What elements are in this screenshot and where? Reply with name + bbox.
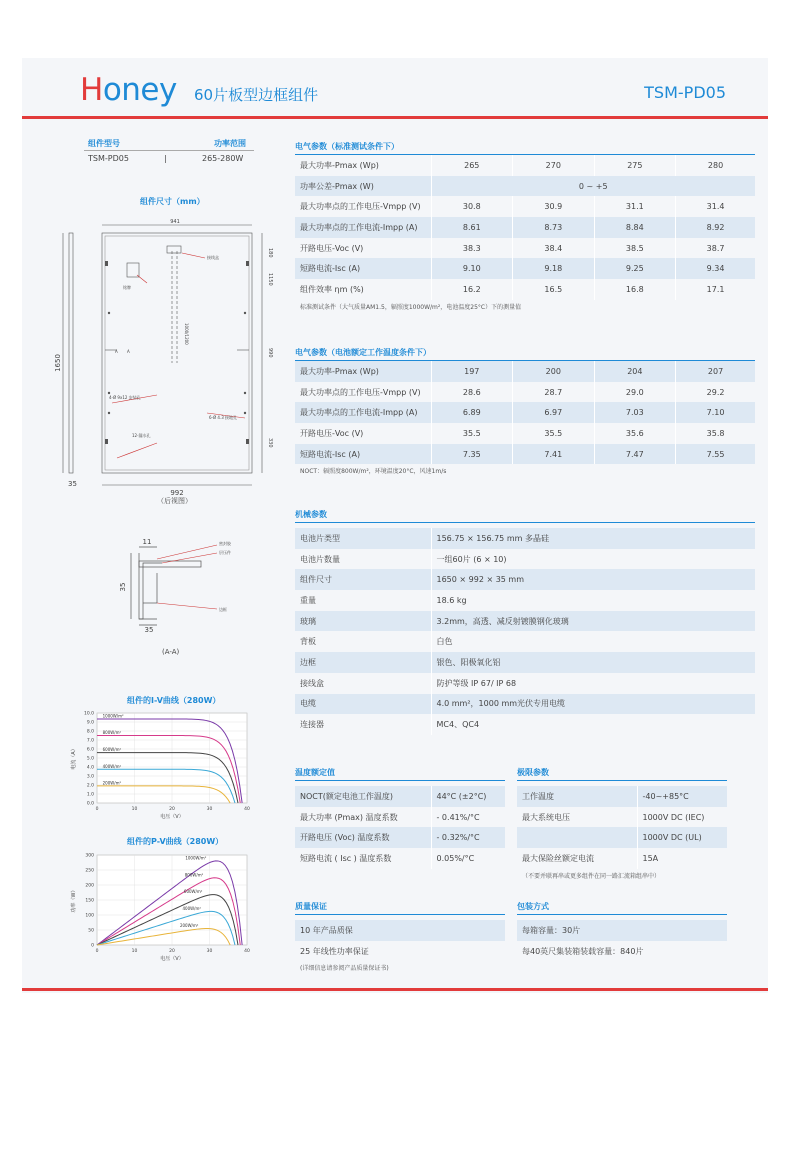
table-row: 开路电压 (Voc) 温度系数 - 0.32%/°C — [295, 827, 505, 848]
x-tick-label: 20 — [169, 807, 175, 812]
nameplate-label: 铭牌 — [123, 285, 131, 290]
y-tick-label: 50 — [88, 928, 94, 934]
mech-section — [295, 508, 755, 735]
y-tick-label: 6.0 — [86, 747, 94, 753]
table-row: 电池片类型 156.75 × 156.75 mm 多晶硅 — [295, 528, 755, 549]
rear-view-caption: （后视图） — [157, 497, 192, 505]
limits-table — [517, 786, 727, 869]
dimension-drawing — [54, 213, 282, 513]
noct-note: NOCT：辐照度800W/m²，环境温度20°C，风速1m/s — [300, 468, 447, 476]
packing-section — [517, 900, 727, 961]
table-row: 最大系统电压 1000V DC (IEC) — [517, 807, 727, 828]
series-label: 1000W/m² — [185, 855, 207, 861]
datasheet — [22, 58, 768, 993]
warranty-table — [295, 920, 505, 961]
y-tick-label: 200 — [85, 883, 94, 889]
mech-table — [295, 528, 755, 735]
dim-180: 180 — [267, 248, 273, 258]
pv-chart — [67, 850, 252, 965]
limits-note: （不要并联再串或更多组件在同一路汇流箱组串中） — [522, 872, 661, 880]
dim-1650: 1650 — [54, 354, 62, 372]
table-row: 重量 18.6 kg — [295, 590, 755, 611]
x-tick-label: 30 — [206, 807, 213, 812]
aa-label2: 层压件 — [219, 550, 231, 555]
limits-title: 极限参数 — [517, 766, 727, 781]
x-tick-label: 0 — [95, 949, 99, 954]
y-tick-label: 7.0 — [86, 738, 94, 744]
limits-section — [517, 766, 727, 885]
table-row: 最大保险丝额定电流 15A — [517, 848, 727, 869]
table-row: 每40英尺集装箱装载容量：840片 — [517, 941, 727, 962]
table-row: 每箱容量：30片 — [517, 920, 727, 941]
table-row: 短路电流-Isc (A) 9.10 9.18 9.25 9.34 — [295, 258, 755, 279]
dim-1150: 1150 — [267, 273, 273, 286]
aa-label3: 边框 — [219, 607, 227, 612]
x-axis-label: 电压（V） — [160, 814, 184, 820]
table-row: 背板 白色 — [295, 631, 755, 652]
y-axis-label: 电流（A） — [71, 746, 77, 770]
table-row: 短路电流 ( Isc ) 温度系数 0.05%/°C — [295, 848, 505, 869]
header — [22, 58, 768, 116]
logo: Honey — [80, 72, 177, 108]
series-label: 200W/m² — [179, 923, 199, 928]
table-row: 电池片数量 一组60片 (6 × 10) — [295, 549, 755, 570]
y-tick-label: 1.0 — [86, 792, 94, 798]
series-label: 400W/m² — [102, 763, 122, 769]
y-tick-label: 0 — [91, 943, 94, 949]
y-tick-label: 0.0 — [86, 801, 94, 807]
dim-941: 941 — [170, 219, 180, 225]
dim-990: 990 — [267, 348, 273, 358]
dim-inner: 1000/1200 — [184, 323, 189, 345]
series-label: 600W/m² — [102, 747, 122, 753]
top-divider — [22, 116, 768, 119]
y-tick-label: 100 — [85, 913, 94, 919]
table-row: 功率公差-Pmax (W) 0 ~ +5 — [295, 176, 755, 197]
aa-11: 11 — [142, 538, 152, 546]
table-row: 最大功率 (Pmax) 温度系数 - 0.41%/°C — [295, 807, 505, 828]
stc-section — [295, 140, 755, 316]
table-row: 最大功率-Pmax (Wp) 197 200 204 207 — [295, 361, 755, 382]
table-row: 玻璃 3.2mm，高透、减反射镀膜钢化玻璃 — [295, 611, 755, 632]
table-row: 短路电流-Isc (A) 7.35 7.41 7.47 7.55 — [295, 444, 755, 465]
table-row: 10 年产品质保 — [295, 920, 505, 941]
series-label: 400W/m² — [182, 905, 201, 911]
y-tick-label: 3.0 — [86, 774, 94, 780]
aa-label1: 密封胶 — [219, 541, 231, 546]
table-row: NOCT(额定电池工作温度) 44°C (±2°C) — [295, 786, 505, 807]
bottom-divider — [22, 988, 768, 991]
dimension-title: 组件尺寸（mm） — [140, 197, 205, 206]
x-tick-label: 10 — [131, 807, 138, 812]
dim-35: 35 — [68, 480, 77, 488]
table-row: 开路电压-Voc (V) 38.3 38.4 38.5 38.7 — [295, 238, 755, 259]
stc-table — [295, 155, 755, 300]
table-row: 最大功率点的工作电压-Vmpp (V) 30.8 30.9 31.1 31.4 — [295, 196, 755, 217]
mech-title: 机械参数 — [295, 508, 755, 523]
series-label: 800W/m² — [102, 730, 122, 735]
warranty-section — [295, 900, 505, 977]
y-tick-label: 2.0 — [86, 783, 94, 789]
packing-title: 包装方式 — [517, 900, 727, 915]
noct-section — [295, 346, 755, 480]
iv-chart — [67, 708, 252, 823]
y-axis-label: 功率（W） — [71, 887, 77, 913]
series-label: 200W/m² — [102, 780, 122, 786]
series-label: 600W/m² — [183, 889, 203, 895]
sec-a-right: A — [127, 349, 130, 354]
x-axis-label: 电压（V） — [160, 956, 184, 962]
aa-35-h: 35 — [144, 626, 154, 634]
y-tick-label: 10.0 — [83, 711, 94, 717]
table-row: 工作温度 -40~+85°C — [517, 786, 727, 807]
table-row: 接线盒 防护等级 IP 67/ IP 68 — [295, 673, 755, 694]
table-row: 电缆 4.0 mm²，1000 mm光伏专用电缆 — [295, 694, 755, 715]
warranty-note: (详细信息请参阅产品质量保证书) — [300, 965, 389, 973]
table-row: 最大功率点的工作电流-Impp (A) 8.61 8.73 8.84 8.92 — [295, 217, 755, 238]
table-row: 开路电压-Voc (V) 35.5 35.5 35.6 35.8 — [295, 423, 755, 444]
table-row: 最大功率-Pmax (Wp) 265 270 275 280 — [295, 155, 755, 176]
table-row: 组件尺寸 1650 × 992 × 35 mm — [295, 569, 755, 590]
section-aa-drawing — [117, 533, 247, 633]
y-tick-label: 9.0 — [86, 720, 94, 726]
x-tick-label: 10 — [131, 949, 138, 954]
y-tick-label: 4.0 — [86, 765, 94, 771]
temp-table — [295, 786, 505, 869]
stc-title: 电气参数（标准测试条件下） — [295, 140, 755, 155]
range-value: 265-280W — [202, 154, 244, 163]
model-value: TSM-PD05 — [88, 154, 129, 163]
x-tick-label: 40 — [244, 949, 250, 954]
series-label: 1000W/m² — [102, 713, 124, 719]
aa-caption: (A-A) — [162, 648, 180, 656]
packing-table — [517, 920, 727, 961]
x-tick-label: 40 — [244, 807, 250, 812]
temp-title: 温度额定值 — [295, 766, 505, 781]
y-tick-label: 8.0 — [86, 729, 94, 735]
sec-a-left: A — [115, 349, 118, 354]
junction-label: 接线盒 — [207, 255, 219, 260]
header-model: TSM-PD05 — [644, 83, 726, 102]
x-tick-label: 0 — [95, 807, 99, 812]
iv-chart-title: 组件的I-V曲线（280W） — [127, 696, 221, 705]
hole3-label: 12-漏水孔 — [132, 433, 151, 438]
dim-992: 992 — [170, 489, 184, 497]
table-row: 组件效率 ηm (%) 16.2 16.5 16.8 17.1 — [295, 279, 755, 300]
table-row: 25 年线性功率保证 — [295, 941, 505, 962]
series-label: 800W/m² — [184, 872, 204, 878]
table-row: 连接器 MC4、QC4 — [295, 714, 755, 735]
model-label: 组件型号 — [88, 139, 120, 148]
noct-title: 电气参数（电池额定工作温度条件下） — [295, 346, 755, 361]
y-tick-label: 5.0 — [86, 756, 94, 762]
x-tick-label: 30 — [206, 949, 213, 954]
x-tick-label: 20 — [169, 949, 175, 954]
warranty-title: 质量保证 — [295, 900, 505, 915]
stc-note: 标准测试条件（大气质量AM1.5，辐照度1000W/m²，电池温度25°C）下的测量值 — [300, 303, 522, 311]
table-row: 最大功率点的工作电流-Impp (A) 6.89 6.97 7.03 7.10 — [295, 402, 755, 423]
table-row: 边框 银色、阳极氧化铝 — [295, 652, 755, 673]
y-tick-label: 150 — [85, 898, 94, 904]
y-tick-label: 300 — [85, 853, 94, 859]
pv-chart-title: 组件的P-V曲线（280W） — [127, 837, 224, 846]
noct-table — [295, 361, 755, 464]
subtitle: 60片板型边框组件 — [194, 86, 319, 104]
table-row: 1000V DC (UL) — [517, 827, 727, 848]
y-tick-label: 250 — [85, 868, 94, 874]
table-row: 最大功率点的工作电压-Vmpp (V) 28.6 28.7 29.0 29.2 — [295, 382, 755, 403]
dim-330: 330 — [267, 438, 273, 448]
hole2-label: 6-Ø 4.3 接地孔 — [209, 415, 238, 420]
aa-35-v: 35 — [119, 582, 127, 592]
model-info: 组件型号 功率范围 TSM-PD05 | 265-280W — [84, 138, 254, 165]
temp-section — [295, 766, 505, 869]
range-label: 功率范围 — [214, 139, 246, 148]
hole1-label: 4-Ø 9x12 安装孔 — [109, 395, 141, 400]
